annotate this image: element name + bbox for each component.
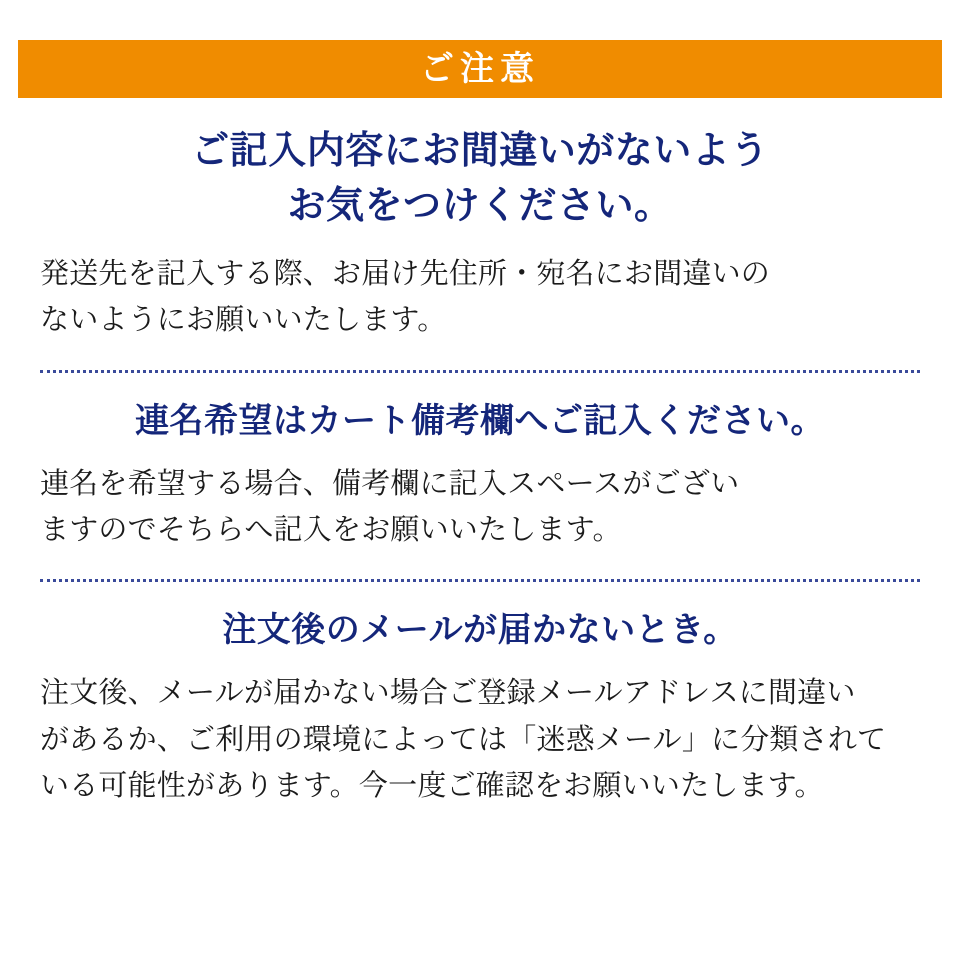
- section-email-not-received-line-3: いる可能性があります。今一度ご確認をお願いいたします。: [40, 770, 824, 803]
- section-joint-name: [40, 399, 920, 554]
- section-joint-name-line-1: 連名を希望する場合、備考欄に記入スペースがござい: [40, 467, 740, 500]
- lead-heading-line-2: お気をつけください。: [287, 185, 673, 228]
- intro-paragraph: [40, 252, 920, 344]
- section-joint-name-line-2: ますのでそちらへ記入をお願いいたします。: [40, 514, 622, 547]
- section-divider-1: [40, 370, 920, 373]
- section-email-not-received-line-1: 注文後、メールが届かない場合ご登録メールアドレスに間違い: [40, 677, 856, 710]
- intro-paragraph-line-1: 発送先を記入する際、お届け先住所・宛名にお間違いの: [40, 258, 771, 291]
- section-email-not-received-heading: 注文後のメールが届かないとき。: [222, 611, 738, 650]
- section-divider-2: [40, 579, 920, 582]
- section-joint-name-heading: 連名希望はカート備考欄へご記入ください。: [135, 401, 825, 440]
- intro-paragraph-line-2: ないようにお願いいたします。: [40, 304, 447, 336]
- notice-banner: [18, 40, 942, 98]
- section-email-not-received: [40, 608, 920, 809]
- lead-heading: [40, 124, 920, 234]
- lead-heading-line-1: ご記入内容にお間違いがないよう: [191, 130, 769, 172]
- notice-content: [40, 118, 920, 810]
- section-email-not-received-body: [40, 670, 920, 809]
- section-email-not-received-line-2: があるか、ご利用の環境によっては「迷惑メール」に分類されて: [40, 723, 887, 756]
- section-joint-name-body: [40, 461, 920, 554]
- notice-banner-title: ご注意: [420, 50, 540, 88]
